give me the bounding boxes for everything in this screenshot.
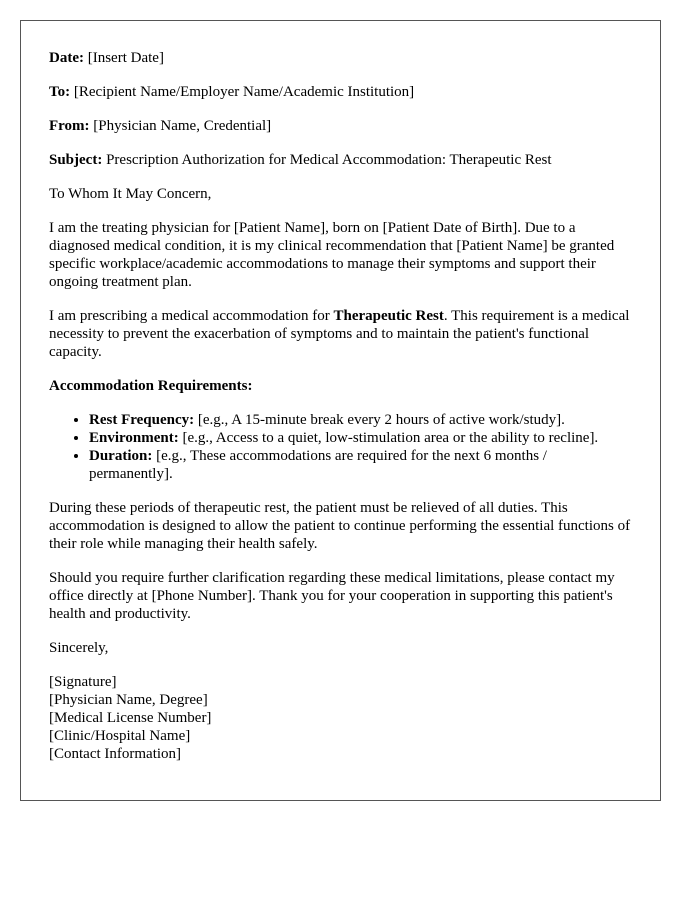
to-label: To:: [49, 84, 71, 100]
item-text: [e.g., These accommodations are required for the next 6 months / permanently].: [89, 448, 547, 482]
list-item: [89, 429, 632, 447]
para2-bold: Therapeutic Rest: [333, 308, 444, 324]
signature-line: [Signature]: [49, 674, 117, 690]
license-line: [Medical License Number]: [49, 710, 212, 726]
para2-text: I am prescribing a medical accommodation for: [49, 308, 334, 324]
paragraph-prescription: [49, 307, 632, 361]
item-label: Environment:: [89, 430, 179, 446]
subject-label: Subject:: [49, 152, 103, 168]
from-value: [Physician Name, Credential]: [93, 118, 272, 134]
paragraph-intro: I am the treating physician for [Patient Name], born on [Patient Date of Birth]. Due to a diagnosed medical condition, it is my clinical recommendation that [Patient Name] be granted specific workplace/academic accommodations to manage their symptoms and support their ongoing treatment plan.: [49, 220, 615, 290]
date-value: [Insert Date]: [87, 50, 164, 66]
item-label: Rest Frequency:: [89, 412, 195, 428]
requirements-list: [49, 411, 632, 483]
para2-text-after: . This requirement is a medical necessity to prevent the exacerbation of symptoms and to maintain the patient's functional capacity.: [49, 308, 630, 360]
paragraph-contact: Should you require further clarification regarding these medical limitations, please contact my office directly at [Phone Number]. Thank you for your cooperation in supporting this patient's health and productivity.: [49, 570, 615, 622]
requirements-heading: [49, 377, 632, 395]
item-text: [e.g., A 15-minute break every 2 hours of active work/study].: [197, 412, 565, 428]
date-label: Date:: [49, 50, 84, 66]
from-label: From:: [49, 118, 90, 134]
subject-value: Prescription Authorization for Medical Accommodation: Therapeutic Rest: [106, 152, 552, 168]
to-value: [Recipient Name/Employer Name/Academic Institution]: [73, 84, 415, 100]
clinic-line: [Clinic/Hospital Name]: [49, 728, 191, 744]
list-item: [89, 447, 632, 483]
contact-line: [Contact Information]: [49, 746, 182, 762]
signature-block: [49, 673, 632, 763]
from-line: [49, 117, 632, 135]
physician-name-line: [Physician Name, Degree]: [49, 692, 208, 708]
item-text: [e.g., Access to a quiet, low-stimulation area or the ability to recline].: [182, 430, 599, 446]
salutation: To Whom It May Concern,: [49, 186, 212, 202]
to-line: [49, 83, 632, 101]
paragraph-duties: During these periods of therapeutic rest, the patient must be relieved of all duties. This accommodation is designed to allow the patient to continue performing the essential functions of their role while managing their health safely.: [49, 500, 631, 552]
subject-line: [49, 151, 632, 169]
requirements-heading-text: Accommodation Requirements:: [49, 378, 253, 394]
letter: [20, 20, 661, 801]
valediction: Sincerely,: [49, 640, 109, 656]
date-line: [49, 49, 632, 67]
list-item: [89, 411, 632, 429]
item-label: Duration:: [89, 448, 153, 464]
